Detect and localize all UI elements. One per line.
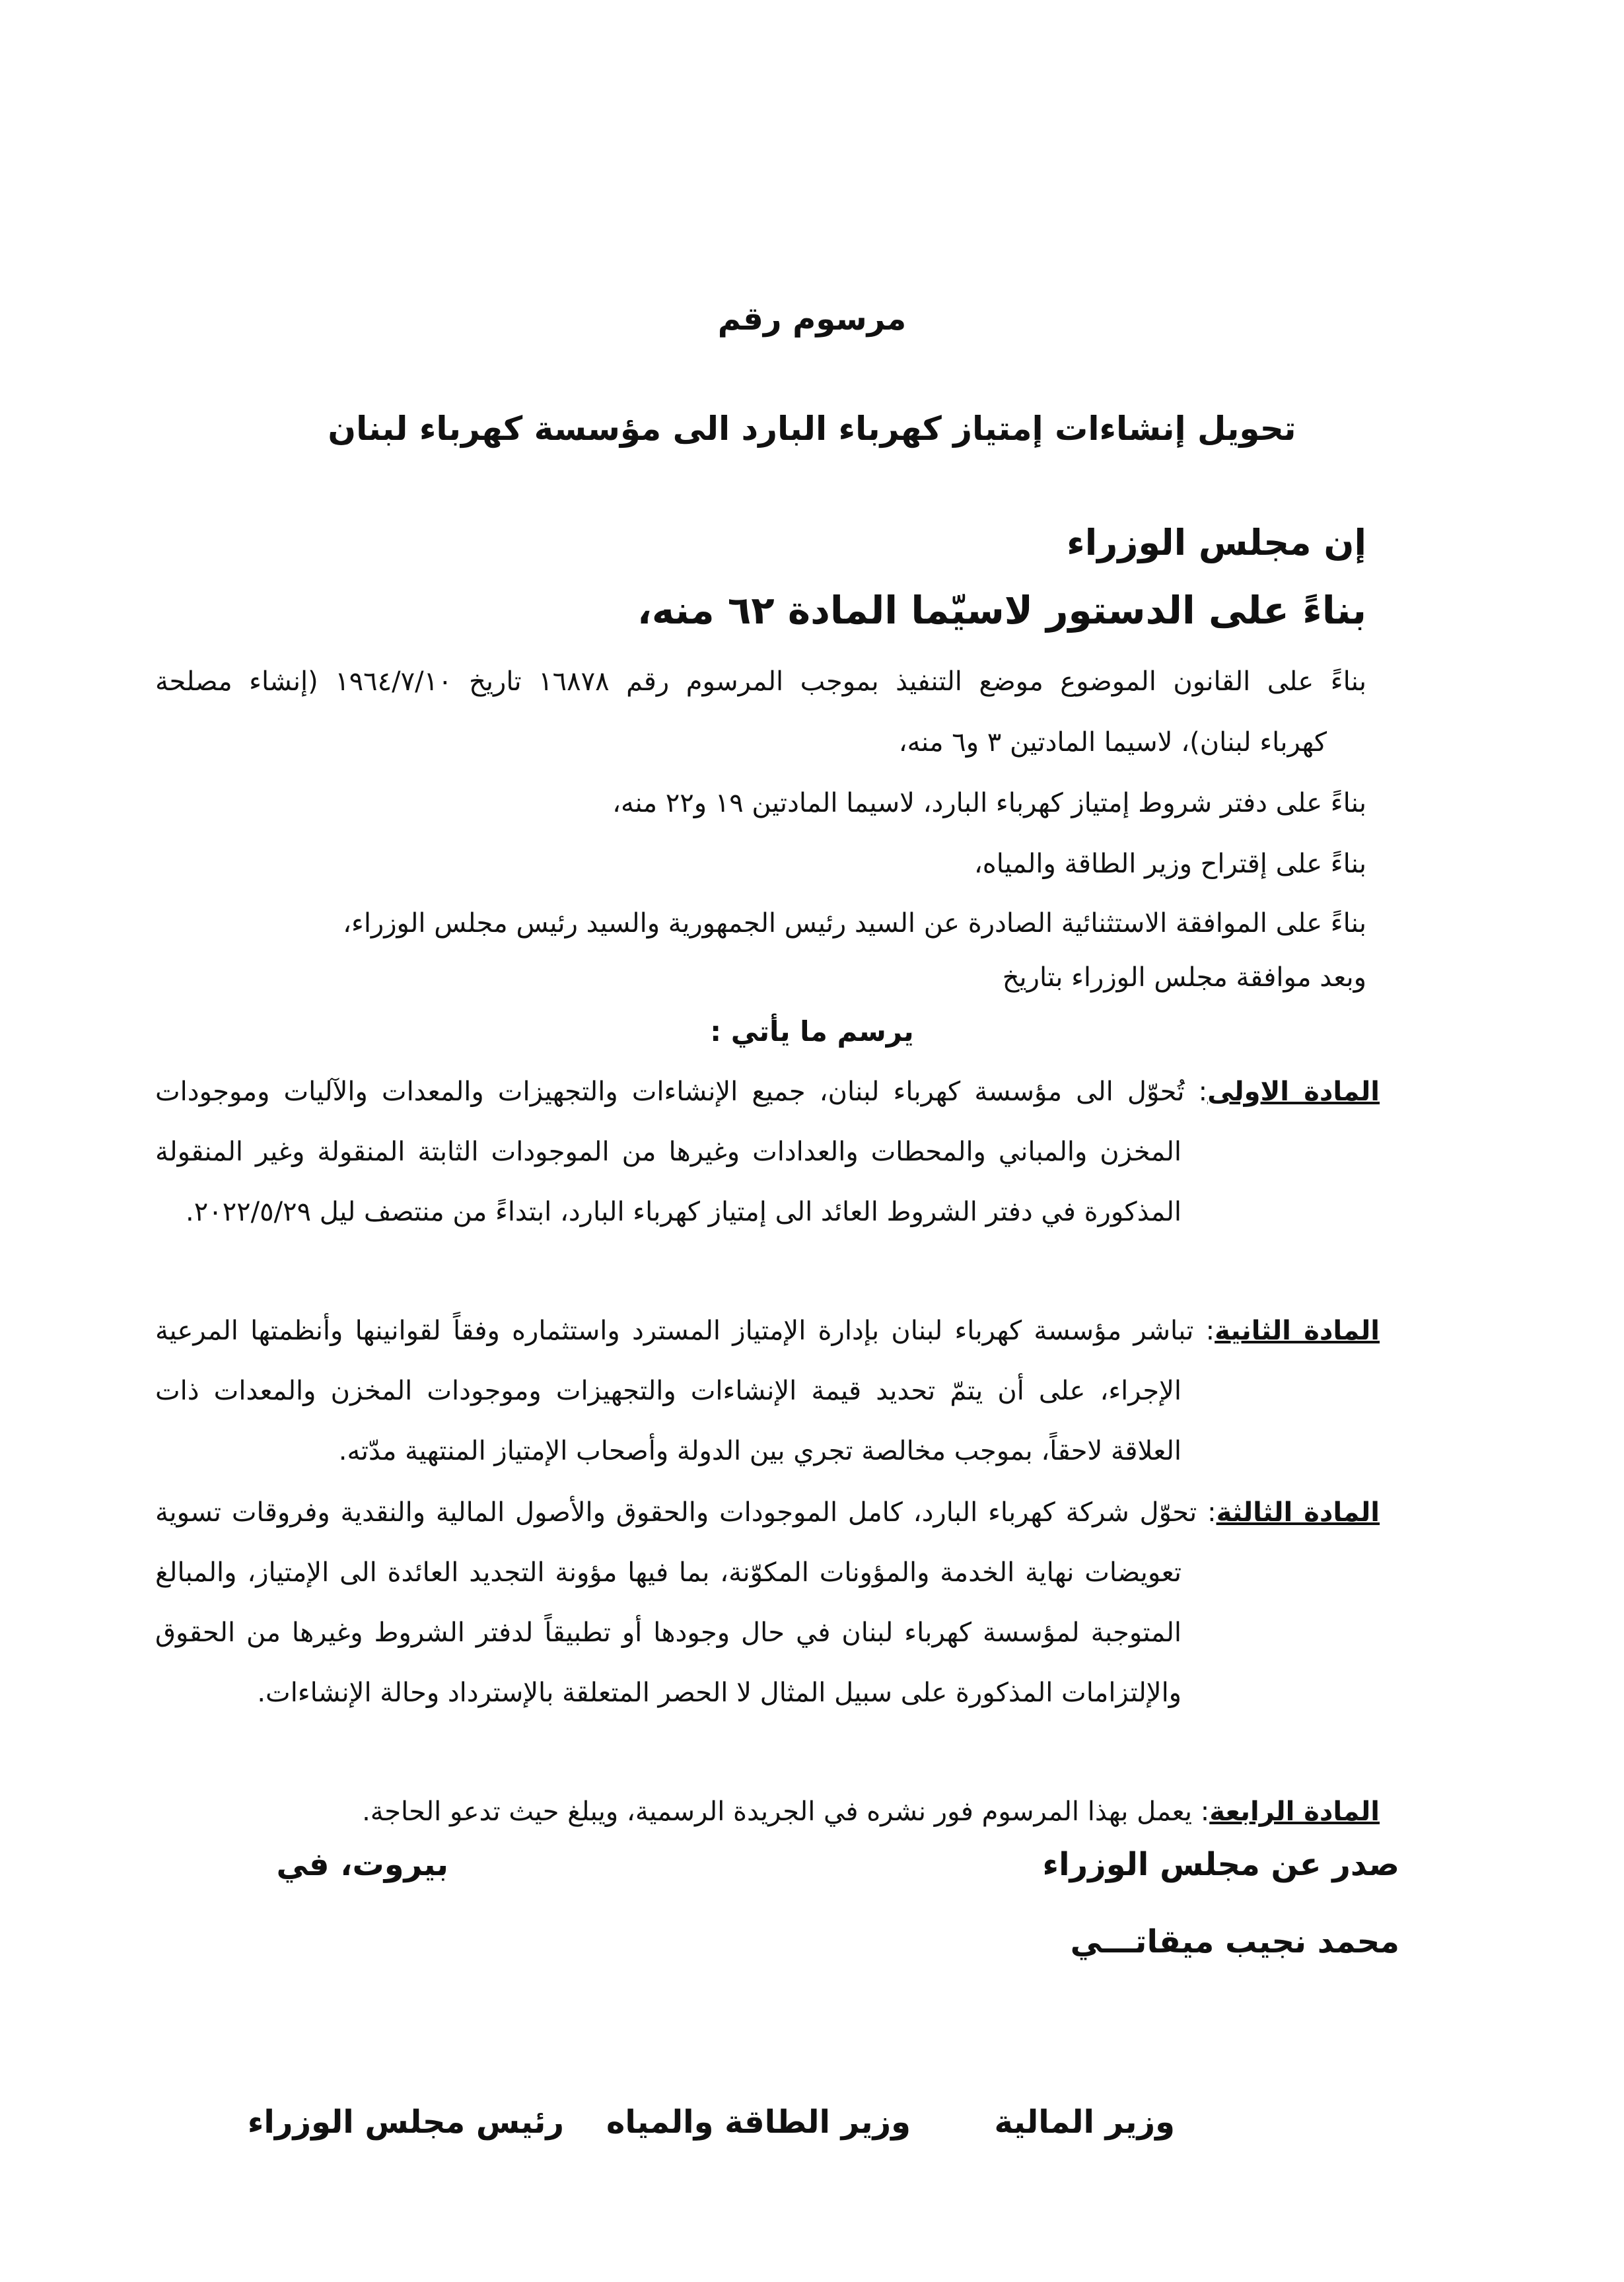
article-3 bbox=[155, 1483, 1380, 1723]
article-3-label: المادة الثالثة bbox=[1216, 1497, 1380, 1528]
article-4-label: المادة الرابعة bbox=[1209, 1797, 1380, 1827]
constitution-basis: بناءً على الدستور لاسيّما المادة ٦٢ منه، bbox=[637, 588, 1366, 633]
decree-number-label: مرسوم رقم bbox=[717, 301, 907, 338]
article-2-label: المادة الثانية bbox=[1215, 1316, 1380, 1346]
decree-line: يرسم ما يأتي : bbox=[710, 1015, 914, 1048]
article-4-first-line bbox=[362, 1797, 1380, 1827]
basis-conditions: بناءً على دفتر شروط إمتياز كهرباء البارد، لاسيما المادتين ١٩ و٢٢ منه، bbox=[612, 788, 1366, 818]
basis-law-line2: كهرباء لبنان)، لاسيما المادتين ٣ و٦ منه، bbox=[898, 727, 1327, 758]
article-1-label: المادة الاولى bbox=[1207, 1077, 1380, 1107]
article-1-first-text: : تُحوّل الى مؤسسة كهرباء لبنان، جميع الإنشاءات والتجهيزات والمعدات والآليات وموجودات bbox=[155, 1077, 1208, 1107]
article-2-first-line bbox=[155, 1301, 1380, 1361]
after-approval: وبعد موافقة مجلس الوزراء بتاريخ bbox=[1002, 962, 1366, 993]
article-2-first-text: : تباشر مؤسسة كهرباء لبنان بإدارة الإمتياز المسترد واستثماره وفقاً لقوانينها وأنظمتها المرعية bbox=[155, 1316, 1215, 1346]
decree-title: تحويل إنشاءات إمتياز كهرباء البارد الى مؤسسة كهرباء لبنان bbox=[328, 410, 1296, 448]
article-3-first-line bbox=[155, 1483, 1380, 1543]
article-1 bbox=[155, 1062, 1380, 1242]
basis-proposal: بناءً على إقتراح وزير الطاقة والمياه، bbox=[973, 849, 1366, 879]
article-1-first-line bbox=[155, 1062, 1380, 1122]
signature-finance: وزير المالية bbox=[994, 2104, 1175, 2141]
article-3-body: تعويضات نهاية الخدمة والمؤونات المكوّنة، بما فيها مؤونة التجديد العائدة الى الإمتياز، والمبالغ المتوجبة لمؤسسة كهرباء لبنان في حال وجودها أو تطبيقاً لدفتر الشروط وغيرها من الحقوق والإلتزامات المذكورة على سبيل المثال لا الحصر المتعلقة بالإسترداد وحالة الإنشاءات. bbox=[155, 1557, 1182, 1708]
article-2 bbox=[155, 1301, 1380, 1481]
signatory-name: محمد نجيب ميقاتـــي bbox=[1070, 1923, 1399, 1960]
basis-law-line1: بناءً على القانون الموضوع موضع التنفيذ بموجب المرسوم رقم ١٦٨٧٨ تاريخ ١٩٦٤/٧/١٠ (إنشاء مصلحة bbox=[155, 666, 1366, 697]
council-heading: إن مجلس الوزراء bbox=[1067, 522, 1366, 563]
basis-approval: بناءً على الموافقة الاستثنائية الصادرة عن السيد رئيس الجمهورية والسيد رئيس مجلس الوزراء، bbox=[343, 908, 1366, 939]
article-2-body: الإجراء، على أن يتمّ تحديد قيمة الإنشاءات والتجهيزات وموجودات المخزن والمعدات ذات العلاقة لاحقاً، بموجب مخالصة تجري بين الدولة وأصحاب الإمتياز المنتهية مدّته. bbox=[155, 1376, 1182, 1466]
article-4 bbox=[155, 1782, 1380, 1842]
signature-energy: وزير الطاقة والمياه bbox=[606, 2104, 911, 2141]
issue-place: بيروت، في bbox=[276, 1846, 448, 1883]
article-4-first-text: : يعمل بهذا المرسوم فور نشره في الجريدة الرسمية، ويبلغ حيث تدعو الحاجة. bbox=[362, 1797, 1210, 1827]
article-1-body: المخزن والمباني والمحطات والعدادات وغيرها من الموجودات الثابتة المنقولة وغير المنقولة المذكورة في دفتر الشروط العائد الى إمتياز كهرباء البارد، ابتداءً من منتصف ليل ٢٠٢٢/٥/٢٩. bbox=[155, 1137, 1182, 1227]
signature-prime-minister: رئيس مجلس الوزراء bbox=[247, 2104, 564, 2141]
issued-by: صدر عن مجلس الوزراء bbox=[1042, 1846, 1399, 1883]
article-3-first-text: : تحوّل شركة كهرباء البارد، كامل الموجودات والحقوق والأصول المالية والنقدية وفروقات تسوية bbox=[155, 1497, 1217, 1528]
